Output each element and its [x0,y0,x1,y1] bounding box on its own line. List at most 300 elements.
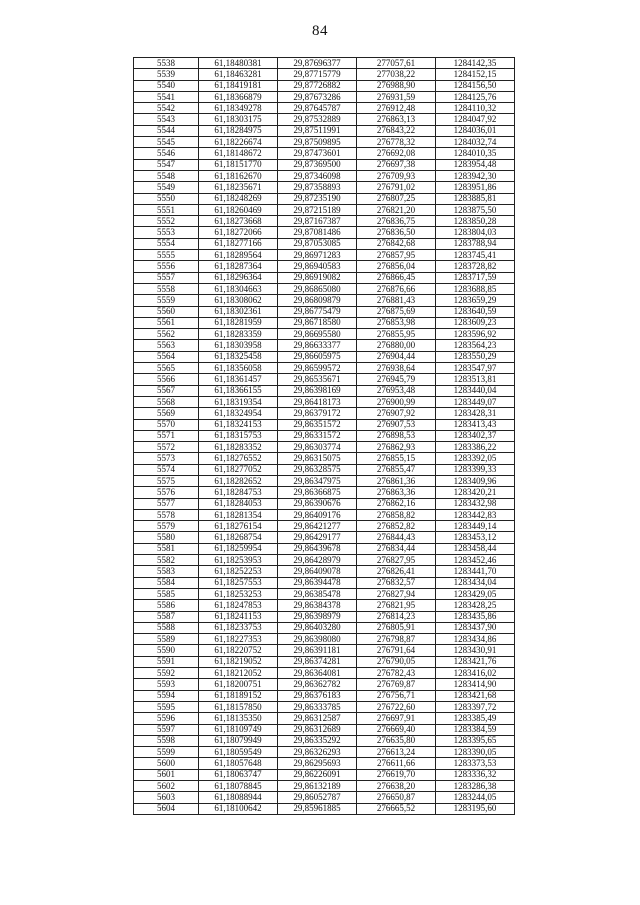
longitude-cell: 29,86335292 [278,735,357,746]
table-row [134,408,515,419]
y-coordinate-cell: 1283659,29 [436,295,515,306]
latitude-cell: 61,18063747 [199,769,278,780]
y-coordinate-cell: 1283942,30 [436,170,515,181]
point-number-cell: 5575 [134,475,199,486]
longitude-cell: 29,87369500 [278,159,357,170]
table-row [134,385,515,396]
y-coordinate-cell: 1283452,46 [436,555,515,566]
y-coordinate-cell: 1283390,05 [436,747,515,758]
latitude-cell: 61,18273668 [199,216,278,227]
x-coordinate-cell: 276827,94 [357,588,436,599]
point-number-cell: 5564 [134,351,199,362]
x-coordinate-cell: 276836,50 [357,227,436,238]
latitude-cell: 61,18247853 [199,600,278,611]
x-coordinate-cell: 276669,40 [357,724,436,735]
longitude-cell: 29,86940583 [278,261,357,272]
table-row [134,679,515,690]
table-row [134,453,515,464]
point-number-cell: 5570 [134,419,199,430]
longitude-cell: 29,86809879 [278,295,357,306]
longitude-cell: 29,86865080 [278,283,357,294]
y-coordinate-cell: 1283640,59 [436,306,515,317]
table-row [134,125,515,136]
table-row [134,329,515,340]
table-row [134,419,515,430]
x-coordinate-cell: 276862,16 [357,498,436,509]
x-coordinate-cell: 276907,92 [357,408,436,419]
table-row [134,137,515,148]
latitude-cell: 61,18151770 [199,159,278,170]
y-coordinate-cell: 1283397,72 [436,701,515,712]
table-row [134,622,515,633]
y-coordinate-cell: 1283420,21 [436,487,515,498]
longitude-cell: 29,86599572 [278,363,357,374]
longitude-cell: 29,86347975 [278,475,357,486]
point-number-cell: 5559 [134,295,199,306]
point-number-cell: 5551 [134,204,199,215]
x-coordinate-cell: 276756,71 [357,690,436,701]
longitude-cell: 29,86376183 [278,690,357,701]
point-number-cell: 5562 [134,329,199,340]
y-coordinate-cell: 1283453,12 [436,532,515,543]
longitude-cell: 29,87509895 [278,137,357,148]
longitude-cell: 29,86303774 [278,442,357,453]
x-coordinate-cell: 276904,44 [357,351,436,362]
longitude-cell: 29,87511991 [278,125,357,136]
point-number-cell: 5574 [134,464,199,475]
longitude-cell: 29,86132189 [278,781,357,792]
longitude-cell: 29,87696377 [278,58,357,69]
x-coordinate-cell: 276855,95 [357,329,436,340]
x-coordinate-cell: 276855,15 [357,453,436,464]
x-coordinate-cell: 276821,95 [357,600,436,611]
y-coordinate-cell: 1283434,04 [436,577,515,588]
y-coordinate-cell: 1284156,50 [436,80,515,91]
latitude-cell: 61,18148672 [199,148,278,159]
x-coordinate-cell: 276692,08 [357,148,436,159]
longitude-cell: 29,86919082 [278,272,357,283]
point-number-cell: 5601 [134,769,199,780]
table-row [134,487,515,498]
latitude-cell: 61,18220752 [199,645,278,656]
point-number-cell: 5560 [134,306,199,317]
point-number-cell: 5600 [134,758,199,769]
latitude-cell: 61,18259954 [199,543,278,554]
x-coordinate-cell: 276635,80 [357,735,436,746]
table-row [134,159,515,170]
longitude-cell: 29,86315075 [278,453,357,464]
latitude-cell: 61,18281959 [199,317,278,328]
y-coordinate-cell: 1284036,01 [436,125,515,136]
y-coordinate-cell: 1284110,32 [436,103,515,114]
point-number-cell: 5588 [134,622,199,633]
x-coordinate-cell: 276853,98 [357,317,436,328]
longitude-cell: 29,86362782 [278,679,357,690]
latitude-cell: 61,18057648 [199,758,278,769]
latitude-cell: 61,18281354 [199,509,278,520]
x-coordinate-cell: 276782,43 [357,668,436,679]
y-coordinate-cell: 1283429,05 [436,588,515,599]
table-row [134,747,515,758]
x-coordinate-cell: 276798,87 [357,634,436,645]
table-row [134,182,515,193]
table-row [134,238,515,249]
table-row [134,91,515,102]
point-number-cell: 5568 [134,396,199,407]
latitude-cell: 61,18088944 [199,792,278,803]
point-number-cell: 5571 [134,430,199,441]
y-coordinate-cell: 1283728,82 [436,261,515,272]
y-coordinate-cell: 1284032,74 [436,137,515,148]
point-number-cell: 5567 [134,385,199,396]
latitude-cell: 61,18059549 [199,747,278,758]
latitude-cell: 61,18463281 [199,69,278,80]
y-coordinate-cell: 1283336,32 [436,769,515,780]
table-row [134,611,515,622]
y-coordinate-cell: 1283414,90 [436,679,515,690]
table-row [134,272,515,283]
table-row [134,351,515,362]
longitude-cell: 29,86409176 [278,509,357,520]
x-coordinate-cell: 276863,36 [357,487,436,498]
longitude-cell: 29,85961885 [278,803,357,814]
table-row [134,396,515,407]
point-number-cell: 5541 [134,91,199,102]
y-coordinate-cell: 1283596,92 [436,329,515,340]
table-row [134,656,515,667]
x-coordinate-cell: 276861,36 [357,475,436,486]
x-coordinate-cell: 276619,70 [357,769,436,780]
y-coordinate-cell: 1283386,22 [436,442,515,453]
coordinates-table [133,57,515,815]
y-coordinate-cell: 1283434,86 [436,634,515,645]
longitude-cell: 29,86364081 [278,668,357,679]
table-row [134,600,515,611]
latitude-cell: 61,18296364 [199,272,278,283]
longitude-cell: 29,86328575 [278,464,357,475]
y-coordinate-cell: 1283384,59 [436,724,515,735]
y-coordinate-cell: 1284142,35 [436,58,515,69]
x-coordinate-cell: 276814,23 [357,611,436,622]
y-coordinate-cell: 1283449,14 [436,521,515,532]
longitude-cell: 29,86390676 [278,498,357,509]
point-number-cell: 5545 [134,137,199,148]
x-coordinate-cell: 276880,00 [357,340,436,351]
longitude-cell: 29,86052787 [278,792,357,803]
point-number-cell: 5582 [134,555,199,566]
table-row [134,227,515,238]
longitude-cell: 29,86439678 [278,543,357,554]
latitude-cell: 61,18257553 [199,577,278,588]
x-coordinate-cell: 276844,43 [357,532,436,543]
table-row [134,532,515,543]
latitude-cell: 61,18260469 [199,204,278,215]
y-coordinate-cell: 1283399,33 [436,464,515,475]
table-row [134,430,515,441]
latitude-cell: 61,18277166 [199,238,278,249]
point-number-cell: 5558 [134,283,199,294]
y-coordinate-cell: 1283421,76 [436,656,515,667]
x-coordinate-cell: 276790,05 [357,656,436,667]
x-coordinate-cell: 276836,75 [357,216,436,227]
y-coordinate-cell: 1283745,41 [436,250,515,261]
x-coordinate-cell: 276900,99 [357,396,436,407]
latitude-cell: 61,18315753 [199,430,278,441]
table-row [134,69,515,80]
y-coordinate-cell: 1283402,37 [436,430,515,441]
y-coordinate-cell: 1283437,90 [436,622,515,633]
point-number-cell: 5586 [134,600,199,611]
x-coordinate-cell: 276807,25 [357,193,436,204]
longitude-cell: 29,86633377 [278,340,357,351]
table-row [134,555,515,566]
latitude-cell: 61,18325458 [199,351,278,362]
table-row [134,713,515,724]
longitude-cell: 29,86775479 [278,306,357,317]
longitude-cell: 29,86398979 [278,611,357,622]
x-coordinate-cell: 276856,04 [357,261,436,272]
table-row [134,498,515,509]
x-coordinate-cell: 276697,91 [357,713,436,724]
longitude-cell: 29,86312689 [278,724,357,735]
longitude-cell: 29,87167387 [278,216,357,227]
latitude-cell: 61,18284753 [199,487,278,498]
x-coordinate-cell: 276912,48 [357,103,436,114]
x-coordinate-cell: 276832,57 [357,577,436,588]
point-number-cell: 5593 [134,679,199,690]
x-coordinate-cell: 276834,44 [357,543,436,554]
latitude-cell: 61,18235671 [199,182,278,193]
x-coordinate-cell: 276858,82 [357,509,436,520]
table-row [134,577,515,588]
latitude-cell: 61,18272066 [199,227,278,238]
table-row [134,758,515,769]
longitude-cell: 29,86379172 [278,408,357,419]
longitude-cell: 29,86331572 [278,430,357,441]
table-row [134,803,515,814]
y-coordinate-cell: 1283688,85 [436,283,515,294]
latitude-cell: 61,18078845 [199,781,278,792]
y-coordinate-cell: 1283513,81 [436,374,515,385]
point-number-cell: 5590 [134,645,199,656]
y-coordinate-cell: 1284125,76 [436,91,515,102]
table-row [134,464,515,475]
point-number-cell: 5569 [134,408,199,419]
y-coordinate-cell: 1283416,02 [436,668,515,679]
y-coordinate-cell: 1283392,05 [436,453,515,464]
x-coordinate-cell: 276826,41 [357,566,436,577]
y-coordinate-cell: 1283428,25 [436,600,515,611]
longitude-cell: 29,86535671 [278,374,357,385]
latitude-cell: 61,18162670 [199,170,278,181]
point-number-cell: 5589 [134,634,199,645]
longitude-cell: 29,87081486 [278,227,357,238]
point-number-cell: 5540 [134,80,199,91]
latitude-cell: 61,18303175 [199,114,278,125]
y-coordinate-cell: 1283885,81 [436,193,515,204]
x-coordinate-cell: 276805,91 [357,622,436,633]
x-coordinate-cell: 276953,48 [357,385,436,396]
x-coordinate-cell: 276855,47 [357,464,436,475]
table-row [134,442,515,453]
y-coordinate-cell: 1283432,98 [436,498,515,509]
latitude-cell: 61,18135350 [199,713,278,724]
y-coordinate-cell: 1283373,53 [436,758,515,769]
x-coordinate-cell: 276791,64 [357,645,436,656]
latitude-cell: 61,18212052 [199,668,278,679]
latitude-cell: 61,18252253 [199,566,278,577]
y-coordinate-cell: 1283428,31 [436,408,515,419]
point-number-cell: 5546 [134,148,199,159]
x-coordinate-cell: 276843,22 [357,125,436,136]
y-coordinate-cell: 1283435,86 [436,611,515,622]
point-number-cell: 5587 [134,611,199,622]
y-coordinate-cell: 1283440,04 [436,385,515,396]
x-coordinate-cell: 276722,60 [357,701,436,712]
point-number-cell: 5580 [134,532,199,543]
y-coordinate-cell: 1283244,05 [436,792,515,803]
longitude-cell: 29,86394478 [278,577,357,588]
longitude-cell: 29,86398169 [278,385,357,396]
x-coordinate-cell: 276827,95 [357,555,436,566]
table-row [134,306,515,317]
x-coordinate-cell: 276876,66 [357,283,436,294]
x-coordinate-cell: 276650,87 [357,792,436,803]
y-coordinate-cell: 1283875,50 [436,204,515,215]
x-coordinate-cell: 276709,93 [357,170,436,181]
x-coordinate-cell: 276988,90 [357,80,436,91]
latitude-cell: 61,18189152 [199,690,278,701]
x-coordinate-cell: 277057,61 [357,58,436,69]
table-row [134,250,515,261]
longitude-cell: 29,86326293 [278,747,357,758]
table-row [134,80,515,91]
longitude-cell: 29,86398080 [278,634,357,645]
x-coordinate-cell: 277038,22 [357,69,436,80]
y-coordinate-cell: 1283804,03 [436,227,515,238]
latitude-cell: 61,18366879 [199,91,278,102]
y-coordinate-cell: 1284047,92 [436,114,515,125]
point-number-cell: 5591 [134,656,199,667]
latitude-cell: 61,18227353 [199,634,278,645]
longitude-cell: 29,87473601 [278,148,357,159]
point-number-cell: 5573 [134,453,199,464]
longitude-cell: 29,87715779 [278,69,357,80]
table-row [134,193,515,204]
latitude-cell: 61,18361457 [199,374,278,385]
point-number-cell: 5548 [134,170,199,181]
latitude-cell: 61,18219052 [199,656,278,667]
point-number-cell: 5542 [134,103,199,114]
table-row [134,724,515,735]
latitude-cell: 61,18480381 [199,58,278,69]
latitude-cell: 61,18304663 [199,283,278,294]
point-number-cell: 5554 [134,238,199,249]
y-coordinate-cell: 1284010,35 [436,148,515,159]
longitude-cell: 29,86366875 [278,487,357,498]
x-coordinate-cell: 276842,68 [357,238,436,249]
latitude-cell: 61,18276154 [199,521,278,532]
table-row [134,374,515,385]
table-row [134,543,515,554]
x-coordinate-cell: 276791,02 [357,182,436,193]
y-coordinate-cell: 1283421,68 [436,690,515,701]
longitude-cell: 29,86374281 [278,656,357,667]
longitude-cell: 29,87215189 [278,204,357,215]
x-coordinate-cell: 276907,53 [357,419,436,430]
x-coordinate-cell: 276665,52 [357,803,436,814]
longitude-cell: 29,87053085 [278,238,357,249]
y-coordinate-cell: 1283442,83 [436,509,515,520]
latitude-cell: 61,18283352 [199,442,278,453]
page-number: 84 [312,23,328,39]
table-row [134,317,515,328]
table-row [134,668,515,679]
longitude-cell: 29,86391181 [278,645,357,656]
y-coordinate-cell: 1283788,94 [436,238,515,249]
latitude-cell: 61,18366155 [199,385,278,396]
y-coordinate-cell: 1283547,97 [436,363,515,374]
longitude-cell: 29,86605975 [278,351,357,362]
point-number-cell: 5577 [134,498,199,509]
longitude-cell: 29,86429177 [278,532,357,543]
point-number-cell: 5539 [134,69,199,80]
x-coordinate-cell: 276857,95 [357,250,436,261]
y-coordinate-cell: 1283850,28 [436,216,515,227]
table-row [134,509,515,520]
longitude-cell: 29,86409078 [278,566,357,577]
longitude-cell: 29,86295693 [278,758,357,769]
point-number-cell: 5572 [134,442,199,453]
latitude-cell: 61,18283359 [199,329,278,340]
x-coordinate-cell: 276875,69 [357,306,436,317]
point-number-cell: 5566 [134,374,199,385]
y-coordinate-cell: 1283717,59 [436,272,515,283]
longitude-cell: 29,87726882 [278,80,357,91]
y-coordinate-cell: 1283951,86 [436,182,515,193]
point-number-cell: 5598 [134,735,199,746]
table-row [134,475,515,486]
point-number-cell: 5553 [134,227,199,238]
latitude-cell: 61,18248269 [199,193,278,204]
point-number-cell: 5578 [134,509,199,520]
point-number-cell: 5583 [134,566,199,577]
x-coordinate-cell: 276611,66 [357,758,436,769]
point-number-cell: 5581 [134,543,199,554]
latitude-cell: 61,18324954 [199,408,278,419]
table-row [134,261,515,272]
longitude-cell: 29,86971283 [278,250,357,261]
table-row [134,216,515,227]
longitude-cell: 29,86421277 [278,521,357,532]
longitude-cell: 29,87532889 [278,114,357,125]
table-row [134,521,515,532]
y-coordinate-cell: 1283609,23 [436,317,515,328]
table-row [134,283,515,294]
x-coordinate-cell: 276638,20 [357,781,436,792]
latitude-cell: 61,18349278 [199,103,278,114]
latitude-cell: 61,18157850 [199,701,278,712]
x-coordinate-cell: 276938,64 [357,363,436,374]
table-row [134,148,515,159]
point-number-cell: 5544 [134,125,199,136]
y-coordinate-cell: 1283564,23 [436,340,515,351]
point-number-cell: 5550 [134,193,199,204]
y-coordinate-cell: 1283550,29 [436,351,515,362]
longitude-cell: 29,86428979 [278,555,357,566]
latitude-cell: 61,18319354 [199,396,278,407]
y-coordinate-cell: 1283409,96 [436,475,515,486]
